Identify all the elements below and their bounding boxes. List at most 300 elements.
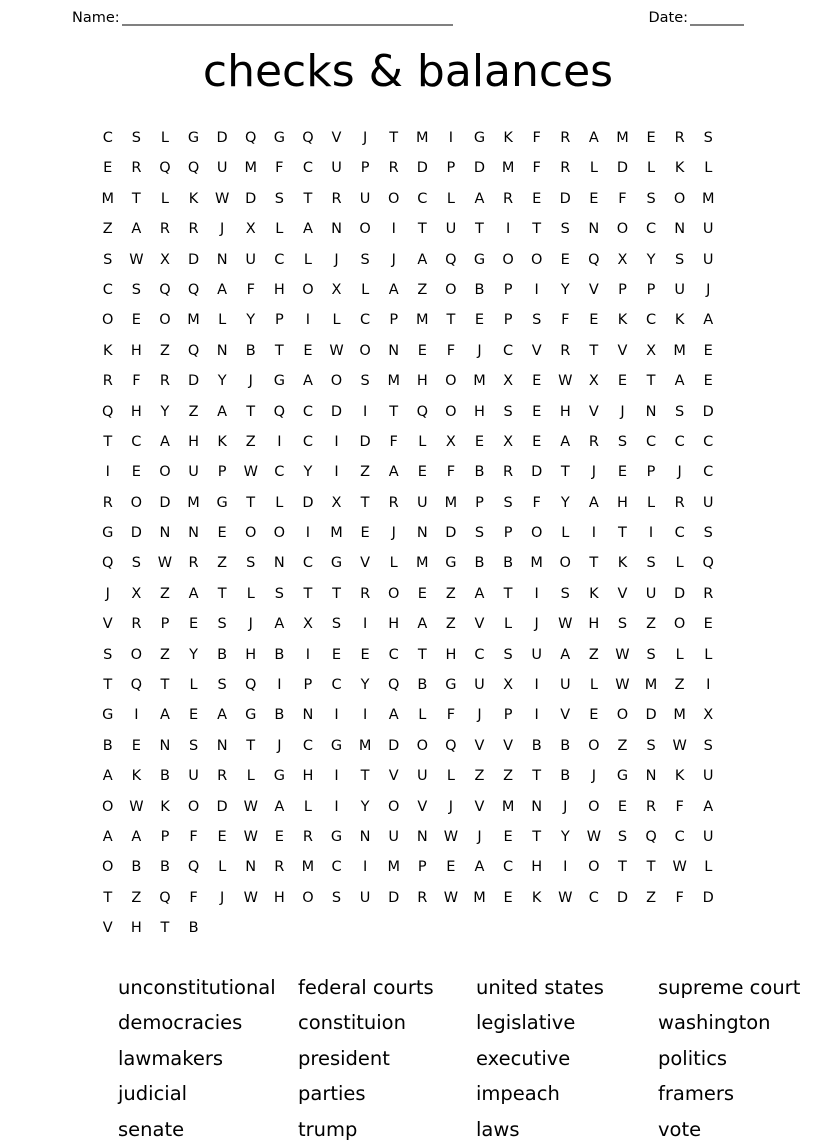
grid-letter: W (615, 677, 630, 694)
grid-letter: M (187, 494, 200, 511)
grid-letter: E (474, 433, 485, 450)
grid-letter: O (387, 190, 400, 207)
grid-letter: T (103, 677, 113, 694)
grid-letter: Y (189, 646, 198, 663)
grid-letter: X (131, 585, 142, 602)
grid-letter: V (360, 555, 371, 572)
grid-letter: E (103, 160, 113, 177)
grid-letter: I (334, 433, 339, 450)
grid-letter: R (674, 494, 685, 511)
grid-letter: W (129, 798, 144, 815)
grid-letter: S (703, 130, 713, 146)
grid-letter: M (501, 798, 515, 815)
grid-letter: B (159, 768, 170, 785)
grid-letter: M (644, 677, 658, 694)
grid-letter: S (331, 889, 342, 906)
grid-letter: L (589, 677, 598, 694)
grid-letter: S (131, 130, 141, 146)
grid-letter: S (646, 646, 656, 663)
grid-letter: T (246, 737, 256, 754)
grid-letter: X (588, 373, 599, 390)
grid-letter: J (334, 251, 339, 268)
grid-letter: R (646, 798, 657, 815)
grid-letter: T (246, 494, 256, 511)
grid-letter: H (531, 859, 543, 876)
grid-letter: G (102, 525, 114, 542)
grid-letter: S (617, 828, 628, 845)
grid-letter: A (102, 828, 113, 845)
grid-letter: C (302, 555, 313, 572)
grid-letter: T (160, 920, 170, 937)
grid-letter: T (103, 433, 113, 450)
grid-letter: S (474, 525, 485, 542)
grid-letter: R (188, 221, 199, 238)
grid-letter: A (217, 281, 228, 298)
grid-letter: A (302, 373, 313, 390)
grid-letter: V (417, 798, 428, 815)
grid-letter: T (303, 585, 313, 602)
grid-letter: Y (217, 373, 227, 390)
grid-letter: S (360, 251, 370, 268)
grid-letter: J (248, 616, 253, 633)
grid-letter: L (160, 190, 169, 207)
grid-letter: I (362, 859, 368, 876)
grid-letter: S (188, 737, 199, 754)
grid-letter: D (388, 889, 400, 906)
grid-letter: E (503, 889, 513, 906)
grid-letter: I (534, 281, 539, 298)
grid-letter: E (131, 737, 141, 754)
grid-letter: O (588, 737, 600, 754)
grid-letter: F (275, 160, 284, 177)
grid-letter: E (703, 616, 713, 633)
grid-letter: W (443, 828, 459, 845)
grid-letter: G (330, 737, 343, 754)
grid-letter: E (360, 646, 370, 663)
grid-letter: K (674, 160, 685, 177)
grid-letter: W (672, 737, 687, 754)
grid-letter: B (531, 737, 542, 754)
grid-letter: M (244, 160, 257, 177)
grid-letter: E (303, 342, 313, 359)
grid-letter: I (305, 312, 311, 329)
grid-letter: K (674, 312, 685, 329)
grid-letter: M (616, 130, 629, 146)
grid-letter: W (243, 798, 258, 815)
grid-letter: D (216, 130, 228, 146)
grid-letter: U (474, 677, 485, 694)
grid-letter: L (704, 646, 713, 663)
grid-letter: T (532, 828, 542, 845)
grid-letter: E (532, 190, 542, 207)
grid-letter: Q (702, 555, 714, 572)
grid-letter: T (389, 130, 399, 146)
grid-letter: Z (417, 281, 428, 298)
grid-letter: D (674, 585, 686, 602)
grid-letter: Z (503, 768, 514, 785)
grid-letter: D (616, 889, 629, 906)
grid-letter: Z (159, 585, 170, 602)
grid-letter: N (216, 737, 228, 754)
grid-letter: Y (560, 494, 570, 511)
grid-letter: P (503, 281, 513, 298)
word-list-item: supreme court (658, 975, 801, 999)
word-list-item: constituion (298, 1011, 406, 1035)
grid-letter: I (277, 677, 282, 694)
page-title: checks & balances (202, 46, 614, 97)
grid-letter: I (105, 464, 110, 481)
grid-letter: B (159, 859, 170, 876)
grid-letter: T (160, 677, 170, 694)
grid-letter: F (532, 130, 541, 146)
grid-letter: R (274, 859, 285, 876)
grid-letter: U (359, 889, 371, 906)
grid-letter: E (131, 464, 141, 481)
grid-letter: E (589, 312, 599, 329)
grid-letter: W (615, 646, 630, 663)
grid-letter: P (160, 616, 170, 633)
grid-letter: I (391, 221, 396, 238)
grid-letter: N (588, 221, 600, 238)
grid-letter: Y (160, 403, 170, 420)
grid-letter: P (503, 525, 513, 542)
grid-letter: E (589, 707, 599, 724)
grid-letter: N (159, 525, 171, 542)
grid-letter: B (102, 737, 113, 754)
date-input-blank[interactable]: ________ (690, 10, 744, 26)
grid-letter: X (159, 251, 170, 268)
grid-letter: I (277, 433, 282, 450)
grid-letter: Q (245, 130, 257, 146)
grid-letter: R (159, 373, 170, 390)
grid-letter: Q (130, 677, 143, 694)
grid-letter: R (131, 616, 142, 633)
grid-letter: O (445, 403, 457, 420)
grid-letter: C (331, 859, 342, 876)
grid-letter: F (446, 342, 456, 359)
grid-letter: P (217, 464, 227, 481)
grid-letter: S (560, 221, 570, 238)
grid-letter: U (416, 768, 428, 785)
grid-letter: G (473, 251, 486, 268)
word-list-item: president (298, 1046, 390, 1070)
grid-letter: B (560, 737, 571, 754)
grid-letter: L (218, 859, 227, 876)
grid-letter: M (187, 312, 200, 329)
grid-letter: K (503, 130, 513, 146)
grid-letter: T (332, 585, 341, 602)
grid-letter: F (532, 160, 541, 177)
grid-letter: L (647, 160, 656, 177)
grid-letter: S (331, 616, 342, 633)
grid-letter: B (417, 677, 428, 694)
grid-letter: Z (588, 646, 599, 663)
grid-letter: F (389, 433, 398, 450)
word-list-item: united states (476, 975, 604, 999)
grid-letter: J (477, 342, 482, 359)
grid-letter: I (362, 616, 368, 633)
grid-letter: V (102, 920, 113, 937)
grid-letter: U (531, 646, 542, 663)
grid-letter: G (473, 130, 486, 146)
grid-letter: J (477, 828, 482, 845)
grid-letter: W (329, 342, 344, 359)
grid-letter: S (646, 737, 656, 754)
grid-letter: D (245, 190, 257, 207)
grid-letter: M (416, 555, 429, 572)
grid-letter: L (218, 312, 227, 329)
grid-letter: O (588, 859, 600, 876)
grid-letter: Z (245, 433, 256, 450)
grid-letter: L (704, 859, 713, 876)
grid-letter: T (618, 525, 627, 542)
grid-letter: T (417, 646, 427, 663)
grid-letter: C (645, 221, 657, 238)
grid-letter: N (302, 707, 314, 724)
grid-letter: P (160, 828, 170, 845)
grid-letter: V (474, 737, 485, 754)
grid-letter: L (389, 555, 398, 572)
grid-letter: P (475, 494, 484, 511)
word-list-item: judicial (118, 1082, 188, 1106)
grid-letter: A (217, 403, 228, 420)
grid-letter: J (677, 464, 682, 481)
grid-letter: E (474, 312, 485, 329)
grid-letter: M (416, 130, 429, 146)
grid-letter: G (445, 555, 457, 572)
grid-letter: M (387, 859, 400, 876)
grid-letter: A (588, 130, 599, 146)
grid-letter: G (245, 707, 257, 724)
grid-letter: A (560, 646, 571, 663)
grid-letter: T (532, 221, 542, 238)
grid-letter: A (188, 585, 199, 602)
grid-letter: H (245, 646, 257, 663)
grid-letter: J (706, 281, 711, 298)
grid-letter: A (588, 494, 599, 511)
grid-letter: R (102, 494, 113, 511)
grid-letter: F (246, 281, 255, 298)
grid-letter: O (673, 616, 686, 633)
word-list (72, 970, 801, 1148)
grid-letter: G (445, 677, 457, 694)
grid-letter: I (563, 859, 568, 876)
grid-letter: S (646, 555, 656, 572)
grid-letter: E (617, 373, 628, 390)
grid-letter: M (444, 494, 458, 511)
grid-letter: Z (360, 464, 371, 481)
grid-letter: D (559, 190, 571, 207)
grid-letter: S (532, 312, 542, 329)
grid-letter: T (303, 190, 313, 207)
grid-letter: S (560, 585, 570, 602)
grid-letter: M (101, 190, 115, 207)
grid-letter: Q (159, 160, 171, 177)
grid-letter: L (160, 130, 169, 146)
grid-letter: J (477, 707, 482, 724)
grid-letter: T (589, 342, 599, 359)
grid-letter: T (360, 494, 370, 511)
grid-letter: L (589, 160, 598, 177)
word-list-item: lawmakers (118, 1046, 224, 1070)
grid-letter: E (703, 342, 713, 359)
grid-letter: K (188, 190, 199, 207)
grid-letter: E (532, 433, 542, 450)
grid-letter: J (591, 768, 596, 785)
grid-letter: G (216, 494, 228, 511)
grid-letter: C (588, 889, 599, 906)
grid-letter: E (560, 251, 570, 268)
grid-letter: T (646, 859, 656, 876)
grid-letter: T (532, 768, 542, 785)
grid-letter: I (305, 525, 311, 542)
grid-letter: B (474, 281, 485, 298)
grid-letter: C (703, 464, 714, 481)
grid-letter: T (103, 889, 113, 906)
grid-letter: X (617, 251, 628, 268)
grid-letter: I (305, 646, 311, 663)
grid-letter: N (331, 221, 342, 238)
grid-letter: M (301, 859, 315, 876)
grid-letter: M (473, 889, 486, 906)
grid-letter: U (216, 160, 228, 177)
grid-letter: Z (188, 403, 199, 420)
grid-letter: O (273, 525, 286, 542)
grid-letter: U (188, 464, 199, 481)
grid-letter: H (130, 342, 142, 359)
grid-letter: W (157, 555, 173, 572)
grid-letter: Q (445, 251, 457, 268)
grid-letter: B (503, 555, 514, 572)
grid-letter: O (416, 737, 428, 754)
grid-letter: A (217, 707, 228, 724)
name-input-blank[interactable]: _________________________________________________ (121, 10, 453, 26)
grid-letter: S (646, 190, 656, 207)
grid-letter: O (359, 342, 371, 359)
grid-letter: C (388, 646, 399, 663)
grid-letter: G (273, 768, 285, 785)
grid-letter: F (618, 190, 627, 207)
grid-letter: Q (387, 677, 400, 694)
grid-letter: W (243, 889, 258, 906)
grid-letter: I (534, 707, 539, 724)
grid-letter: A (703, 798, 714, 815)
word-list-item: executive (476, 1046, 571, 1070)
grid-letter: G (273, 373, 285, 390)
grid-letter: A (674, 373, 685, 390)
grid-letter: N (645, 403, 657, 420)
grid-letter: A (102, 768, 113, 785)
grid-letter: G (330, 828, 343, 845)
grid-letter: N (416, 828, 428, 845)
grid-letter: K (674, 768, 685, 785)
grid-letter: X (503, 677, 514, 694)
grid-letter: A (474, 859, 485, 876)
grid-letter: I (505, 221, 511, 238)
grid-letter: S (617, 616, 628, 633)
grid-letter: O (387, 585, 400, 602)
grid-letter: H (188, 433, 199, 450)
grid-letter: F (189, 828, 198, 845)
grid-letter: N (216, 342, 228, 359)
date-field-group (648, 10, 744, 26)
grid-letter: R (159, 221, 170, 238)
grid-letter: L (275, 494, 284, 511)
grid-letter: L (189, 677, 198, 694)
word-list-item: parties (298, 1082, 366, 1106)
grid-letter: H (273, 889, 285, 906)
grid-letter: D (416, 160, 428, 177)
grid-letter: F (675, 798, 684, 815)
grid-letter: S (274, 190, 284, 207)
grid-letter: Y (560, 828, 570, 845)
grid-letter: P (360, 160, 370, 177)
grid-letter: M (358, 737, 372, 754)
grid-letter: O (445, 373, 457, 390)
grid-letter: V (331, 130, 342, 146)
grid-letter: O (102, 312, 114, 329)
grid-letter: M (701, 190, 715, 207)
grid-letter: I (534, 585, 539, 602)
grid-letter: E (532, 373, 542, 390)
grid-letter: Q (588, 251, 600, 268)
grid-letter: A (388, 464, 399, 481)
grid-letter: B (217, 646, 228, 663)
grid-letter: J (448, 798, 454, 815)
grid-letter: S (131, 555, 141, 572)
grid-letter: A (417, 616, 428, 633)
grid-letter: R (417, 889, 428, 906)
grid-letter: A (159, 707, 170, 724)
grid-letter: I (706, 677, 711, 694)
grid-letter: G (187, 130, 200, 146)
grid-letter: H (130, 403, 142, 420)
grid-letter: I (362, 403, 368, 420)
grid-letter: P (503, 707, 513, 724)
grid-letter: Q (102, 555, 114, 572)
grid-letter: U (702, 768, 714, 785)
grid-letter: D (616, 160, 629, 177)
grid-letter: L (561, 525, 570, 542)
grid-letter: E (646, 130, 656, 146)
grid-letter: Z (646, 616, 657, 633)
grid-letter: X (646, 342, 657, 359)
grid-letter: C (302, 160, 313, 177)
grid-letter: L (418, 433, 427, 450)
grid-letter: Z (445, 616, 456, 633)
grid-letter: R (188, 555, 199, 572)
grid-letter: B (188, 920, 199, 937)
grid-letter: V (617, 585, 628, 602)
grid-letter: P (503, 312, 513, 329)
grid-letter: D (531, 464, 543, 481)
name-label: Name: (72, 10, 120, 26)
grid-letter: E (131, 312, 141, 329)
grid-letter: D (645, 707, 657, 724)
grid-letter: H (445, 646, 457, 663)
grid-letter: Y (560, 281, 570, 298)
grid-letter: C (302, 403, 313, 420)
grid-letter: V (560, 707, 571, 724)
grid-letter: E (617, 798, 628, 815)
grid-letter: S (617, 433, 628, 450)
grid-letter: X (245, 221, 256, 238)
grid-letter: E (503, 828, 513, 845)
word-list-item: washington (658, 1011, 771, 1035)
grid-letter: F (561, 312, 570, 329)
grid-letter: T (274, 342, 284, 359)
grid-letter: J (362, 130, 368, 146)
